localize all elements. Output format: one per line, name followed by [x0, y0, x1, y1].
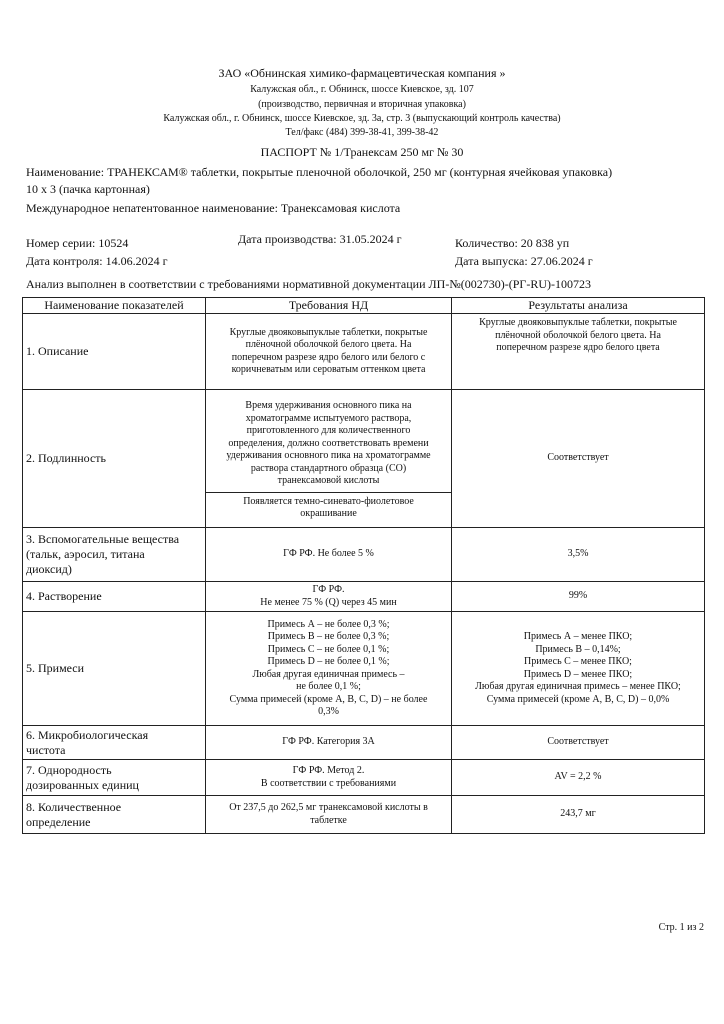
- table-row: [23, 390, 705, 528]
- release-date: Дата выпуска: 27.06.2024 г: [455, 254, 593, 268]
- table-row: [23, 726, 705, 760]
- table-row: [23, 582, 705, 612]
- row-requirement: ГФ РФ. Метод 2. В соответствии с требованиями: [206, 760, 452, 796]
- quantity: Количество: 20 838 уп: [455, 236, 570, 250]
- row-result: Соответствует: [452, 726, 705, 760]
- row-requirement: Круглые двояковыпуклые таблетки, покрытые плёночной оболочкой белого цвета. На поперечном разрезе ядро белого или белого с коричневатым или сероватым оттенком цвета: [206, 314, 452, 390]
- passport-title: ПАСПОРТ № 1/Транексам 250 мг № 30: [260, 145, 464, 159]
- table-row: [23, 528, 705, 582]
- row-result: 243,7 мг: [452, 796, 705, 834]
- row-result: AV = 2,2 %: [452, 760, 705, 796]
- table-row: [23, 612, 705, 726]
- row-result: 3,5%: [452, 528, 705, 582]
- production-date: Дата производства: 31.05.2024 г: [238, 232, 402, 246]
- table-row: [23, 314, 705, 390]
- results-table: [22, 297, 705, 834]
- inn-name: Международное непатентованное наименование: Транексамовая кислота: [26, 201, 401, 215]
- row-requirement: ГФ РФ. Не менее 75 % (Q) через 45 мин: [206, 582, 452, 612]
- row-name: 6. Микробиологическая чистота: [23, 726, 206, 760]
- series-number: Номер серии: 10524: [26, 236, 129, 250]
- analysis-note: Анализ выполнен в соответствии с требованиями нормативной документации ЛП-№(002730)-(РГ-RU)-100723: [26, 277, 592, 291]
- row-result: Соответствует: [452, 390, 705, 528]
- table-row: [23, 760, 705, 796]
- company-address-qc: Калужская обл., г. Обнинск, шоссе Киевское, зд. 3а, стр. 3 (выпускающий контроль качества): [163, 113, 561, 124]
- row-result: Примесь А – менее ПКО; Примесь В – 0,14%; Примесь С – менее ПКО; Примесь D – менее ПКО; Любая другая единичная примесь – менее ПКО; Сумма примесей (кроме А, В, С, D) – 0,0%: [452, 612, 705, 726]
- header-indicator: Наименование показателей: [23, 298, 206, 314]
- row-name: 5. Примеси: [23, 612, 206, 726]
- company-name: ЗАО «Обнинская химико-фармацевтическая компания »: [218, 66, 506, 80]
- row-result: 99%: [452, 582, 705, 612]
- header-results: Результаты анализа: [452, 298, 705, 314]
- row-name: 7. Однородность дозированных единиц: [23, 760, 206, 796]
- company-address-production: Калужская обл., г. Обнинск, шоссе Киевское, зд. 107: [250, 84, 474, 95]
- row-result: Круглые двояковыпуклые таблетки, покрытые плёночной оболочкой белого цвета. На поперечном разрезе ядро белого цвета: [452, 314, 705, 390]
- production-note: (производство, первичная и вторичная упаковка): [258, 99, 466, 110]
- product-name-line1: Наименование: ТРАНЕКСАМ® таблетки, покрытые пленочной оболочкой, 250 мг (контурная ячейковая упаковка): [26, 165, 613, 179]
- row-requirement: ГФ РФ. Категория 3А: [206, 726, 452, 760]
- header-requirements: Требования НД: [206, 298, 452, 314]
- page-number: Стр. 1 из 2: [658, 922, 704, 933]
- row-name: 4. Растворение: [23, 582, 206, 612]
- row-name: 2. Подлинность: [23, 390, 206, 528]
- company-phone: Тел/факс (484) 399-38-41, 399-38-42: [285, 127, 439, 138]
- requirement-color-reaction: Появляется темно-синевато-фиолетовое окрашивание: [206, 492, 451, 523]
- row-requirement: Примесь А – не более 0,3 %; Примесь В – не более 0,3 %; Примесь С – не более 0,1 %; Примесь D – не более 0,1 %; Любая другая единичная примесь – не более 0,1 %; Сумма примесей (кроме А, В, С, D) – не более 0,3%: [206, 612, 452, 726]
- row-requirement: ГФ РФ. Не более 5 %: [206, 528, 452, 582]
- row-requirement: Время удерживания основного пика на хроматограмме испытуемого раствора, приготовленного для количественного определения, должно соответствовать времени удерживания основного пика на хроматограмме раствора стандартного образца (СО) транексамовой кислоты Появляется темно-синевато-фиолетовое окрашивание: [206, 390, 452, 528]
- row-name: 3. Вспомогательные вещества (тальк, аэросил, титана диоксид): [23, 528, 206, 582]
- product-name-line2: 10 х 3 (пачка картонная): [26, 182, 150, 196]
- table-row: [23, 796, 705, 834]
- row-name: 1. Описание: [23, 314, 206, 390]
- row-requirement: От 237,5 до 262,5 мг транексамовой кислоты в таблетке: [206, 796, 452, 834]
- control-date: Дата контроля: 14.06.2024 г: [26, 254, 168, 268]
- row-name: 8. Количественное определение: [23, 796, 206, 834]
- table-header-row: [23, 298, 705, 314]
